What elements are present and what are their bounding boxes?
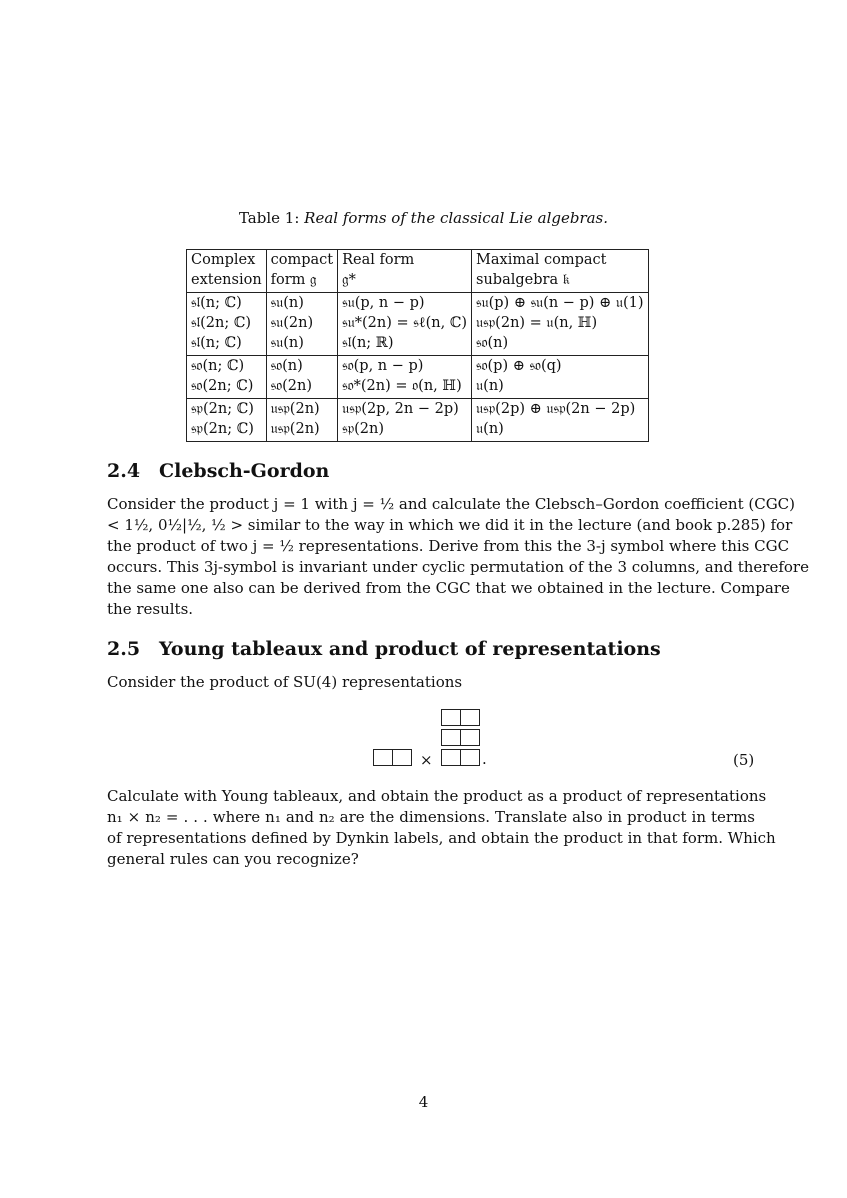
paragraph-line: the product of two j = ½ representations. Derive from this the 3-j symbol where this CGC	[107, 537, 790, 555]
young-box	[460, 709, 480, 726]
young-box	[392, 749, 412, 766]
table-cell: 𝔲𝔰𝔭(2n) 𝔲𝔰𝔭(2n)	[266, 399, 337, 442]
young-box	[441, 729, 461, 746]
young-box	[373, 749, 393, 766]
header-real-form: Real form 𝔤*	[338, 250, 472, 293]
table-cell: 𝔰𝔬(p, n − p) 𝔰𝔬*(2n) = 𝔬(n, ℍ)	[338, 356, 472, 399]
paragraph-clebsch-gordon	[107, 494, 809, 620]
table-caption-label: Table 1:	[238, 209, 300, 227]
equation-number: (5)	[733, 751, 755, 769]
header-compact-form: compact form 𝔤	[266, 250, 337, 293]
paragraph-line: occurs. This 3j-symbol is invariant under cyclic permutation of the 3 columns, and therefore	[107, 558, 809, 576]
table-cell: 𝔰𝔬(n) 𝔰𝔬(2n)	[266, 356, 337, 399]
lie-algebra-table	[186, 249, 649, 442]
young-box	[441, 749, 461, 766]
table-group-row	[187, 356, 649, 399]
table-cell: 𝔰𝔬(n; ℂ) 𝔰𝔬(2n; ℂ)	[187, 356, 267, 399]
paragraph-line: of representations defined by Dynkin labels, and obtain the product in that form. Which	[107, 829, 776, 847]
table-caption	[0, 209, 847, 227]
equation-period: .	[482, 750, 487, 768]
paragraph-line: Consider the product j = 1 with j = ½ and calculate the Clebsch–Gordon coefficient (CGC)	[107, 495, 796, 513]
young-box	[460, 729, 480, 746]
young-box	[441, 709, 461, 726]
paragraph-line: < 1½, 0½|½, ½ > similar to the way in which we did it in the lecture (and book p.285) for	[107, 516, 793, 534]
table-cell: 𝔲𝔰𝔭(2p, 2n − 2p) 𝔰𝔭(2n)	[338, 399, 472, 442]
paragraph-line: the results.	[107, 600, 194, 618]
table-cell: 𝔰𝔲(p) ⊕ 𝔰𝔲(n − p) ⊕ 𝔲(1) 𝔲𝔰𝔭(2n) = 𝔲(n, ℍ) 𝔰𝔬(n)	[472, 293, 649, 356]
table-cell: 𝔰𝔩(n; ℂ) 𝔰𝔩(2n; ℂ) 𝔰𝔩(n; ℂ)	[187, 293, 267, 356]
table-cell: 𝔰𝔲(n) 𝔰𝔲(2n) 𝔰𝔲(n)	[266, 293, 337, 356]
section-heading-clebsch-gordon: 2.4 Clebsch-Gordon	[107, 460, 330, 482]
paragraph-line: the same one also can be derived from the CGC that we obtained in the lecture. Compare	[107, 579, 790, 597]
table-cell: 𝔰𝔭(2n; ℂ) 𝔰𝔭(2n; ℂ)	[187, 399, 267, 442]
paragraph-line: general rules can you recognize?	[107, 850, 359, 868]
paragraph-line: Calculate with Young tableaux, and obtain the product as a product of representations	[107, 787, 767, 805]
header-complex-extension: Complex extension	[187, 250, 267, 293]
page-number: 4	[418, 1093, 429, 1111]
times-symbol: ×	[420, 751, 433, 769]
table-cell: 𝔲𝔰𝔭(2p) ⊕ 𝔲𝔰𝔭(2n − 2p) 𝔲(n)	[472, 399, 649, 442]
table-caption-text: Real forms of the classical Lie algebras.	[304, 209, 609, 227]
paragraph-young-tableaux	[107, 786, 776, 870]
table-group-row	[187, 293, 649, 356]
header-maximal-compact: Maximal compact subalgebra 𝔨	[472, 250, 649, 293]
young-box	[460, 749, 480, 766]
paragraph-young-intro: Consider the product of SU(4) representations	[107, 673, 463, 691]
section-heading-young-tableaux: 2.5 Young tableaux and product of representations	[107, 638, 661, 660]
table-header-row	[187, 250, 649, 293]
table-cell: 𝔰𝔬(p) ⊕ 𝔰𝔬(q) 𝔲(n)	[472, 356, 649, 399]
table-group-row	[187, 399, 649, 442]
table-cell: 𝔰𝔲(p, n − p) 𝔰𝔲*(2n) = 𝔰ℓ(n, ℂ) 𝔰𝔩(n; ℝ)	[338, 293, 472, 356]
paragraph-line: n₁ × n₂ = . . . where n₁ and n₂ are the dimensions. Translate also in product in terms	[107, 808, 755, 826]
